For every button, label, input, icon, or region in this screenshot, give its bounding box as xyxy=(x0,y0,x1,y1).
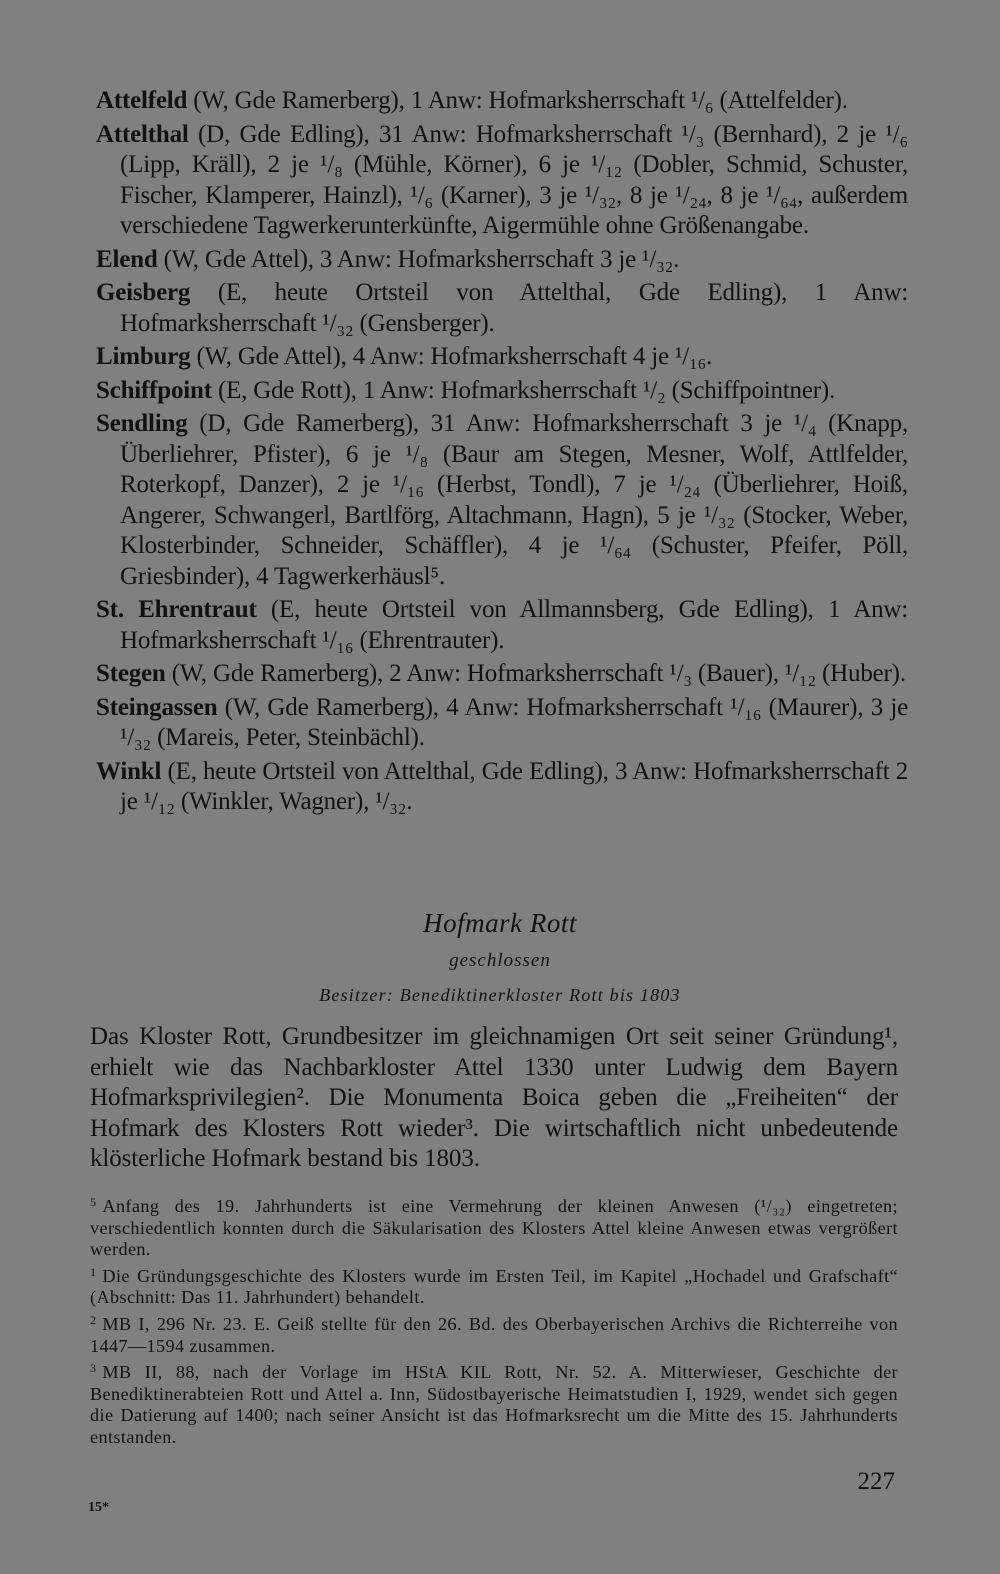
footnote-mark: 3 xyxy=(90,1361,97,1376)
place-entry xyxy=(96,245,908,276)
place-description: (E, Gde Rott), 1 Anw: Hofmarksherrschaft ¹/₂ (Schiffpointner). xyxy=(211,376,836,404)
place-name: Steingassen xyxy=(96,693,218,721)
place-description: (W, Gde Ramerberg), 2 Anw: Hofmarksherrschaft ¹/₃ (Bauer), ¹/₁₂ (Huber). xyxy=(165,660,906,687)
footnote xyxy=(90,1262,898,1309)
place-entry xyxy=(96,595,908,656)
place-name: St. Ehrentraut xyxy=(96,596,257,623)
footnote-text: Die Gründungsgeschichte des Klosters wurde im Ersten Teil, im Kapitel „Hochadel und Grafschaft“ (Abschnitt: Das 11. Jahrhundert) behandelt. xyxy=(90,1265,898,1308)
place-name: Elend xyxy=(96,245,158,273)
section-status: geschlossen xyxy=(449,950,551,971)
place-description: (E, heute Ortsteil von Allmannsberg, Gde Edling), 1 Anw: Hofmarksherrschaft ¹/₁₆ (Ehrentrauter). xyxy=(120,596,908,654)
place-name: Attelthal xyxy=(96,120,189,148)
place-entry xyxy=(96,342,908,373)
place-description: (W, Gde Ramerberg), 1 Anw: Hofmarksherrschaft ¹/₆ (Attelfelder). xyxy=(187,87,848,114)
place-description: (W, Gde Attel), 4 Anw: Hofmarksherrschaft 4 je ¹/₁₆. xyxy=(190,343,713,370)
place-description: (W, Gde Ramerberg), 4 Anw: Hofmarksherrschaft ¹/₁₆ (Maurer), 3 je ¹/₃₂ (Mareis, Peter, Steinbächl). xyxy=(120,693,908,751)
place-entry xyxy=(96,86,908,117)
footnote-text: MB II, 88, nach der Vorlage im HStA KIL Rott, Nr. 52. A. Mitterwieser, Geschichte der Benediktinerabteien Rott und Attel a. Inn, Südostbayerische Heimatstudien I, 1929, wendet sich gegen die Datierung auf 1400; nach seiner Ansicht ist das Hofmarksrecht um die Mitte des 15. Jahrhunderts entstanden. xyxy=(90,1362,898,1447)
footnote-mark: 1 xyxy=(90,1264,97,1279)
place-entry xyxy=(96,120,908,242)
footnote-text: MB I, 296 Nr. 23. E. Geiß stellte für den 26. Bd. des Oberbayerischen Archivs die Richterreihe von 1447—1594 zusammen. xyxy=(90,1313,898,1356)
footnotes xyxy=(90,1192,898,1450)
place-name: Stegen xyxy=(96,660,166,687)
footnote xyxy=(90,1192,898,1261)
footnote xyxy=(90,1310,898,1357)
place-name: Winkl xyxy=(96,757,162,785)
place-entries xyxy=(96,86,908,821)
place-entry xyxy=(96,376,908,407)
footnote xyxy=(90,1358,898,1448)
place-name: Limburg xyxy=(96,343,191,370)
place-entry xyxy=(96,278,908,339)
body-paragraph: Das Kloster Rott, Grundbesitzer im gleichnamigen Ort seit seiner Gründung¹, erhielt wie das Nachbarkloster Attel 1330 unter Ludwig dem Bayern Hofmarksprivilegien². Die Monumenta Boica geben die „Freiheiten“ der Hofmark des Klosters Rott wieder³. Die wirtschaftlich nicht unbedeutende klösterliche Hofmark bestand bis 1803. xyxy=(90,1023,898,1172)
place-description: (E, heute Ortsteil von Attelthal, Gde Edling), 3 Anw: Hofmarksherrschaft 2 je ¹/₁₂ (Winkler, Wagner), ¹/₃₂. xyxy=(120,757,908,815)
place-name: Sendling xyxy=(96,410,188,437)
place-name: Schiffpoint xyxy=(96,376,212,404)
footnote-text: Anfang des 19. Jahrhunderts ist eine Vermehrung der kleinen Anwesen (¹/₃₂) eingetreten; verschiedentlich konnten durch die Säkularisation des Klosters Attel kleine Anwesen etwas vergrößert werden. xyxy=(90,1196,898,1260)
place-entry xyxy=(96,659,908,690)
place-entry xyxy=(96,409,908,592)
footnote-mark: 2 xyxy=(90,1312,97,1327)
place-description: (D, Gde Ramerberg), 31 Anw: Hofmarksherrschaft 3 je ¹/₄ (Knapp, Überliehrer, Pfister), 6 je ¹/₈ (Baur am Stegen, Mesner, Wolf, Attlfelder, Roterkopf, Danzer), 2 je ¹/₁₆ (Herbst, Tondl), 7 je ¹/₂₄ (Überliehrer, Hoiß, Angerer, Schwangerl, Bartlförg, Altachmann, Hagn), 5 je ¹/₃₂ (Stocker, Weber, Klosterbinder, Schneider, Schäffler), 4 je ¹/₆₄ (Schuster, Pfeifer, Pöll, Griesbinder), 4 Tagwerkerhäusl⁵. xyxy=(120,410,908,590)
section-title: Hofmark Rott xyxy=(423,908,577,938)
place-entry xyxy=(96,693,908,754)
place-description: (W, Gde Attel), 3 Anw: Hofmarksherrschaft 3 je ¹/₃₂. xyxy=(157,245,680,273)
place-description: (E, heute Ortsteil von Attelthal, Gde Edling), 1 Anw: Hofmarksherrschaft ¹/₃₂ (Gensberger). xyxy=(120,279,908,337)
place-name: Geisberg xyxy=(96,279,191,306)
footnote-mark: 5 xyxy=(90,1195,97,1209)
page-number: 227 xyxy=(857,1468,895,1495)
section-owner: Besitzer: Benediktinerkloster Rott bis 1803 xyxy=(319,985,681,1005)
place-description: (D, Gde Edling), 31 Anw: Hofmarksherrschaft ¹/₃ (Bernhard), 2 je ¹/₆ (Lipp, Kräll), 2 je ¹/₈ (Mühle, Körner), 6 je ¹/₁₂ (Dobler, Schmid, Schuster, Fischer, Klamperer, Hainzl), ¹/₆ (Karner), 3 je ¹/₃₂, 8 je ¹/₂₄, 8 je ¹/₆₄, außerdem verschiedene Tagwerkerunterkünfte, Aigermühle ohne Größenangabe. xyxy=(120,120,908,239)
place-entry xyxy=(96,757,908,818)
printer-signature: 15* xyxy=(88,1500,109,1515)
place-name: Attelfeld xyxy=(96,87,188,114)
